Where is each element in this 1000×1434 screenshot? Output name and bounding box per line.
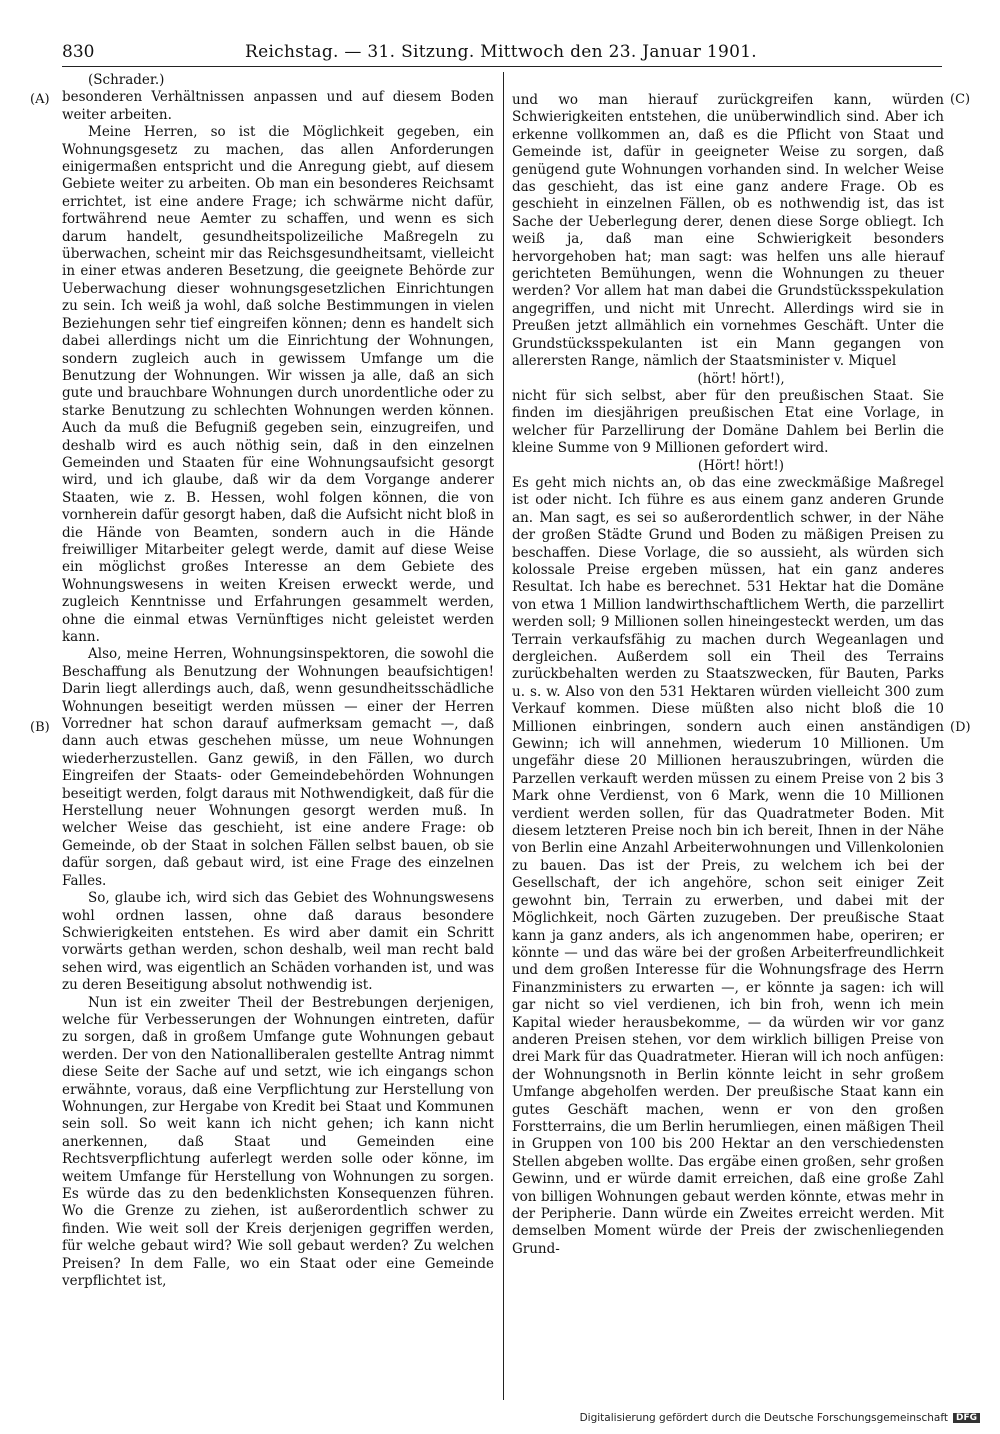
paragraph: nicht für sich selbst, aber für den preußischen Staat. Sie finden im diesjährigen preußischen Etat eine Vorlage, in welcher für Parzellirung der Domäne Dahlem bei Berlin die kleine Summe von 9 Millionen gefordert wird. bbox=[512, 387, 944, 457]
page-number: 830 bbox=[62, 42, 95, 62]
speaker-label: (Schrader.) bbox=[88, 72, 165, 88]
margin-label-c: (C) bbox=[950, 92, 971, 107]
margin-label-b: (B) bbox=[30, 720, 50, 735]
paragraph: So, glaube ich, wird sich das Gebiet des Wohnungswesens wohl ordnen lassen, ohne daß daraus besondere Schwierigkeiten entstehen. Es wird aber damit ein Schritt vorwärts gethan werden, schon deshalb, weil man recht bald sehen wird, was eigentlich an Schäden vorhanden ist, und was zu deren Beseitigung absolut nothwendig ist. bbox=[62, 890, 494, 994]
header-rule bbox=[62, 66, 942, 67]
margin-label-d: (D) bbox=[950, 720, 971, 735]
footer-credit bbox=[560, 1412, 980, 1428]
interjection: (Hört! hört!) bbox=[697, 457, 785, 474]
paragraph: Also, meine Herren, Wohnungsinspektoren, die sowohl die Beschaffung als Benutzung der Wohnungen beaufsichtigen! Darin liegt allerdings auch, daß, wenn gesundheitsschädliche Wohnungen beseitigt werden müssen — einer der Herren Vorredner hat schon darauf aufmerksam gemacht —, daß dann auch etwas geschehen müsse, um neue Wohnungen wiederherzustellen. Ganz gewiß, in den Fällen, wo durch Eingreifen der Staats- oder Gemeindebehörden Wohnungen beseitigt werden, folgt daraus mit Nothwendigkeit, daß für die Herstellung neuer Wohnungen gesorgt werden muß. In welcher Weise das geschieht, ist eine andere Frage: ob Gemeinde, ob der Staat in solchen Fällen selbst bauen, ob sie dafür sorgen, daß gebaut wird, ist eine Frage des einzelnen Falles. bbox=[62, 646, 494, 889]
interjection: (hört! hört!), bbox=[697, 370, 785, 387]
right-column bbox=[512, 92, 944, 1258]
paragraph: und wo man hierauf zurückgreifen kann, würden Schwierigkeiten entstehen, die unüberwindlich sind. Aber ich erkenne vollkommen an, daß es die Pflicht von Staat und Gemeinde ist, dafür in geeigneter Weise zu sorgen, daß genügend gute Wohnungen vorhanden sind. In welcher Weise das geschieht, das ist eine ganz andere Frage. Ob es geschieht in einzelnen Fällen, ob es nothwendig ist, das ist Sache der Ueberlegung derer, denen diese Sorge obliegt. Ich weiß ja, daß man eine Schwierigkeit besonders hervorgehoben hat; man sagt: was helfen uns alle hierauf gerichteten Bemühungen, wenn die Wohnungen zu theuer werden? Vor allem hat man dabei die Grundstücksspekulation angegriffen, und nicht mit Unrecht. Allerdings wird sie in Preußen jetzt allmählich ein vornehmes Geschäft. Unter die Grundstücksspekulanten ist ein Mann gegangen von allerersten Range, nämlich der Staatsminister v. Miquel bbox=[512, 92, 944, 370]
paragraph: Nun ist ein zweiter Theil der Bestrebungen derjenigen, welche für Verbesserungen der Wohnungen eintreten, dafür zu sorgen, daß in großem Umfange gute Wohnungen gebaut werden. Der von den Nationalliberalen gestellte Antrag nimmt diese Seite der Sache auf und setzt, wie ich eingangs schon erwähnte, voraus, daß eine Verpflichtung zur Herstellung von Wohnungen, zur Hergabe von Kredit bei Staat und Kommunen sein soll. So weit kann ich nicht gehen; ich kann nicht anerkennen, daß Staat und Gemeinden eine Rechtsverpflichtung auferlegt werden solle oder könne, im weitem Umfange für Herstellung von Wohnungen zu sorgen. Es würde das zu den bedenklichsten Konsequenzen führen. Wo die Grenze zu ziehen, ist außerordentlich schwer zu finden. Wie weit soll der Kreis derjenigen gegriffen werden, für welche gebaut wird? Wie soll gebaut werden? Zu welchen Preisen? In dem Falle, wo ein Staat oder eine Gemeinde verpflichtet ist, bbox=[62, 994, 494, 1290]
paragraph: Meine Herren, so ist die Möglichkeit gegeben, ein Wohnungsgesetz zu machen, das allen Anforderungen einigermaßen entspricht und die Anregung giebt, auf diesem Gebiete weiter zu arbeiten. Ob man ein besonderes Reichsamt errichtet, ist eine andere Frage; ich schwärme nicht dafür, fortwährend neue Aemter zu schaffen, und wenn es sich darum handelt, gesundheitspolizeiliche Maßregeln zu überwachen, scheint mir das Reichsgesundheitsamt, vielleicht in einer etwas anderen Besetzung, die geeignete Behörde zur Ueberwachung dieser wohnungsgesetzlichen Einrichtungen zu sein. Ich weiß ja wohl, daß solche Bestimmungen in vielen Beziehungen sehr tief eingreifen können; denn es handelt sich dabei allerdings nicht um die Einrichtung der Wohnungen, sondern zugleich auch in gewissem Umfange um die Benutzung der Wohnungen. Wir wissen ja alle, daß an sich gute und brauchbare Wohnungen durch unordentliche oder zu starke Benutzung zu schlechten Wohnungen werden können. Auch da muß die Befugniß gegeben sein, einzugreifen, und deshalb wird es auch nöthig sein, daß in den einzelnen Gemeinden und Staaten für eine Wohnungsaufsicht gesorgt wird, und ich glaube, daß wir da dem Vorgange anderer Staaten, wie z. B. Hessen, wohl folgen können, die von vornherein dafür gesorgt haben, daß die Aufsicht nicht bloß in die Hände von Beamten, sondern auch in die Hände freiwilliger Mitarbeiter gelegt werde, damit auf diese Weise ein möglichst großes Interesse an dem Gebiete des Wohnungswesens in weiten Kreisen erweckt werde, und zugleich Kenntnisse und Erfahrungen gesammelt werden, ohne die einmal etwas Vernünftiges nicht geleistet werden kann. bbox=[62, 124, 494, 645]
footer-text: Digitalisierung gefördert durch die Deutsche Forschungsgemeinschaft bbox=[579, 1412, 948, 1424]
dfg-logo: DFG bbox=[953, 1413, 980, 1423]
paragraph: besonderen Verhältnissen anpassen und auf diesem Boden weiter arbeiten. bbox=[62, 89, 494, 123]
left-column bbox=[62, 72, 494, 1290]
margin-label-a: (A) bbox=[30, 92, 50, 107]
column-divider bbox=[503, 72, 504, 1400]
paragraph: Es geht mich nichts an, ob das eine zweckmäßige Maßregel ist oder nicht. Ich führe es aus einem ganz anderen Grunde an. Man sagt, es sei so außerordentlich schwer, in der Nähe der großen Städte Grund und Boden zu mäßigen Preisen zu beschaffen. Diese Vorlage, die so aussieht, als würden sich kolossale Preise ergeben müssen, hat ein ganz anderes Resultat. Ich habe es berechnet. 531 Hektar hat die Domäne von etwa 1 Million landwirthschaftlichem Werth, die parzellirt werden soll; 9 Millionen sollen hineingesteckt werden, um das Terrain verkaufsfähig zu machen durch Wegeanlagen und dergleichen. Außerdem soll ein Theil des Terrains zurückbehalten werden zu Staatszwecken, für Bauten, Parks u. s. w. Also von den 531 Hektaren würden vielleicht 300 zum Verkauf kommen. Diese müßten also nicht bloß die 10 Millionen einbringen, sondern auch einen anständigen Gewinn; ich will annehmen, wiederum 10 Millionen. Um ungefähr diese 20 Millionen herauszubringen, würden die Parzellen verkauft werden müssen zu einem Preise von 2 bis 3 Mark ohne Verdienst, von 6 Mark, wenn die 10 Millionen verdient werden sollen, für das Quadratmeter Boden. Mit diesem letzteren Preise noch bin ich bereit, Ihnen in der Nähe von Berlin eine Anzahl Arbeiterwohnungen und Villenkolonien zu bauen. Das ist der Preis, zu welchem ich bei der Gesellschaft, der ich angehöre, schon seit einiger Zeit gewohnt bin, Terrain zu erwerben, und dabei mit der Möglichkeit, noch Gärten zuzugeben. Der preußische Staat kann ja ganz anders, als ich angenommen habe, operiren; er könnte — und das wäre bei der großen Arbeiterfreundlichkeit und dem großen Interesse für die Wohnungsfrage des Herrn Finanzministers zu erwarten —, er könnte ja sagen: ich will gar nicht so viel verdienen, ich bin froh, wenn ich mein Kapital wieder herausbekomme, — da würden wir vor ganz anderen Preisen stehen, vor dem wirklich billigen Preise von drei Mark für das Quadratmeter. Hieran will ich noch anfügen: der Wohnungsnoth in Berlin könnte leicht in sehr großem Umfange abgeholfen werden. Der preußische Staat kann ein gutes Geschäft machen, wenn er von den großen Forstterrains, die um Berlin herumliegen, einen mäßigen Theil in Gruppen von 100 bis 200 Hektar an den verschiedensten Stellen abgeben wollte. Das ergäbe einen großen, sehr großen Gewinn, und er würde damit erreichen, daß eine große Zahl von billigen Wohnungen gebaut werden könnte, etwas mehr in der Peripherie. Dann würde ein Zweites erreicht werden. Mit demselben Moment würde der Preis der zwischenliegenden Grund- bbox=[512, 474, 944, 1257]
page-title: Reichstag. — 31. Sitzung. Mittwoch den 23. Januar 1901. bbox=[244, 42, 758, 62]
page-header bbox=[62, 40, 940, 66]
